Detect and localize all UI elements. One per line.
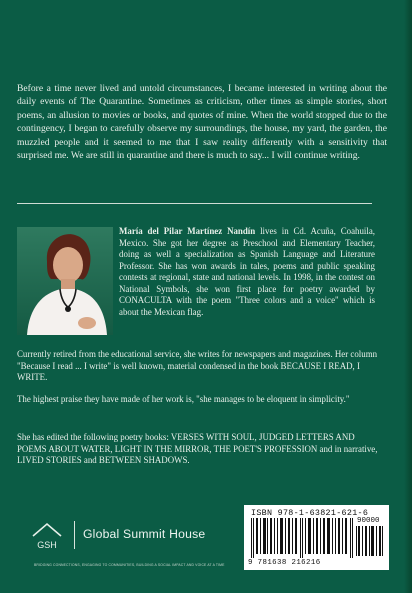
ean-barcode-bars — [251, 518, 354, 558]
author-portrait-image — [17, 227, 113, 335]
books-paragraph: She has edited the following poetry books: VERSES WITH SOUL, JUDGED LETTERS AND POEMS ABOUT WATER, LIGHT IN THE MIRROR, THE POET'S PROFESSION and in narrative, LIVED STORIES and BETWEEN SHADOWS. — [17, 432, 378, 465]
retirement-paragraph: Currently retired from the educational service, she writes for newspapers and magazines. Her column "Because I read ... I write" is well known, material condensed in the book BECAUSE I READ, I WRITE. — [17, 349, 378, 382]
publisher-logo-text: GSH — [37, 540, 57, 550]
praise-paragraph: The highest praise they have made of her work is, "she manages to be eloquent in simplicity." — [17, 394, 350, 404]
author-bio-text: lives in Cd. Acuña, Coahuila, Mexico. She got her degree as Preschool and Elementary Teacher, doing as well a specialization as Spanish Language and Literature Professor. She has won awards in tales, poems and public speaking contests at regional, state and national levels. In 1998, in the contest on National Symbols, she won first place for poetry awarded by CONACULTA with the poem "Three colors and a voice" which is about the Mexican flag. — [119, 226, 375, 317]
publisher-divider — [74, 521, 75, 549]
isbn-text: ISBN 978-1-63821-621-6 — [251, 508, 369, 518]
ean-digits: 9 781638 216216 — [248, 559, 321, 567]
addon-barcode-bars — [356, 526, 384, 556]
isbn-barcode — [244, 505, 389, 570]
intro-paragraph: Before a time never lived and untold circumstances, I became interested in writing about the daily events of The Quarantine. Sometimes as criticism, other times as simple stories, short poems, an allusion to movies or books, and quotes of mine. When the world stopped due to the contingency, I began to carefully observe my surroundings, the house, my yard, the garden, the muzzled people and it seemed to me that I saw reality differently with a sensitivity that surprised me. We are still in quarantine and there is much to say... I will continue writing. — [17, 83, 387, 162]
section-divider — [17, 203, 372, 204]
author-name: María del Pilar Martínez Nandín — [119, 226, 256, 236]
publisher-name: Global Summit House — [83, 527, 206, 541]
publisher-tagline: BRIDGING CONNECTIONS, ENGAGING TO COMMUNITIES, BUILDING A SOCIAL IMPACT AND VOICE AT A TIME — [34, 563, 225, 567]
cover-edge-shadow — [404, 0, 412, 593]
author-bio — [119, 226, 375, 318]
publisher-logo-icon — [27, 521, 67, 555]
author-photo — [17, 227, 113, 335]
price-code: 90000 — [357, 517, 380, 525]
